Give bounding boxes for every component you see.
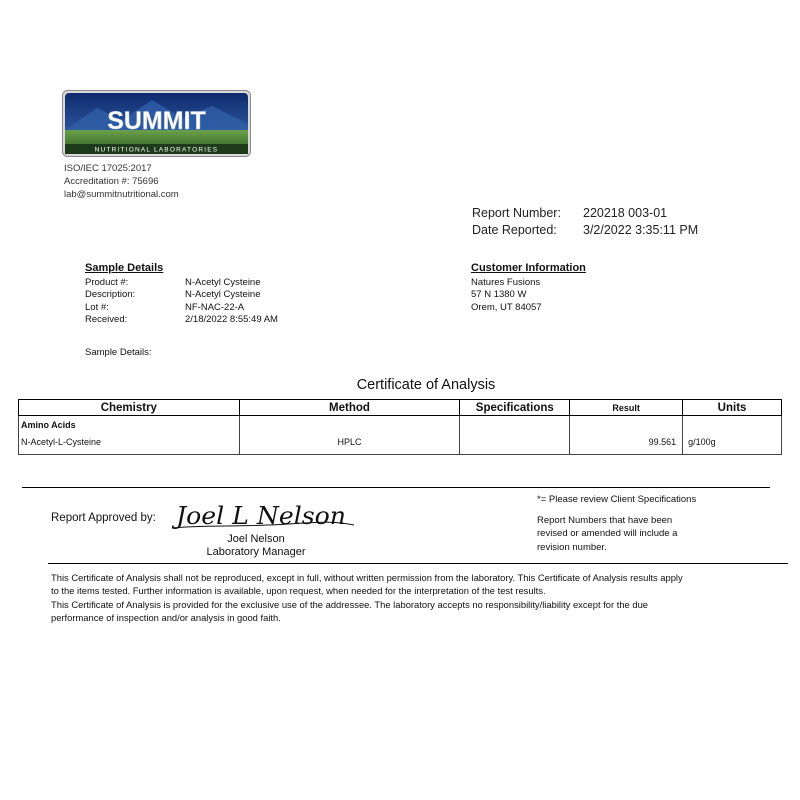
sample-row-label: Lot #: — [85, 301, 109, 313]
sample-row — [85, 314, 278, 327]
cell-method: HPLC — [239, 430, 460, 455]
column-header-result: Result — [570, 400, 683, 416]
table-group-row — [19, 416, 782, 431]
customer-information-section — [471, 262, 586, 314]
iso-standard: ISO/IEC 17025:2017 — [64, 163, 152, 174]
column-header-units: Units — [683, 400, 782, 416]
date-reported-label: Date Reported: — [472, 223, 557, 237]
disclaimer-line: This Certificate of Analysis shall not be reproduced, except in full, without written permission from the laboratory. This Certificate of Analysis results apply — [51, 572, 683, 583]
revision-note-line: Report Numbers that have been — [537, 515, 673, 527]
cell-specifications — [460, 430, 570, 455]
divider — [48, 563, 788, 564]
table-header-row — [19, 400, 782, 416]
cell-result: 99.561 — [570, 430, 683, 455]
report-number-label: Report Number: — [472, 206, 561, 220]
sample-row-value: N-Acetyl Cysteine — [185, 276, 261, 288]
disclaimer-line: performance of inspection and/or analysis in good faith. — [51, 611, 281, 623]
lab-email: lab@summitnutritional.com — [64, 189, 179, 200]
accreditation-number: Accreditation #: 75696 — [64, 176, 159, 187]
customer-address-line1: 57 N 1380 W — [471, 289, 527, 301]
signer-title: Laboratory Manager — [206, 546, 306, 558]
client-spec-note: *= Please review Client Specifications — [537, 494, 697, 505]
revision-note-line: revised or amended will include a — [537, 528, 678, 540]
logo-subtext: NUTRITIONAL LABORATORIES — [94, 146, 219, 154]
date-reported-value: 3/2/2022 3:35:11 PM — [583, 223, 699, 237]
logo-wordmark: SUMMIT — [107, 107, 206, 135]
report-number-value: 220218 003-01 — [583, 206, 668, 220]
report-approved-label: Report Approved by: — [51, 512, 156, 524]
sample-row-value: N-Acetyl Cysteine — [185, 289, 261, 301]
sample-row — [85, 289, 278, 302]
sample-row-value: 2/18/2022 8:55:49 AM — [185, 314, 278, 326]
cell-chemistry: N-Acetyl-L-Cysteine — [19, 430, 240, 455]
sample-details-section — [85, 262, 278, 327]
sample-row-value: NF-NAC-22-A — [185, 301, 245, 313]
report-header — [472, 205, 698, 239]
signer-name: Joel Nelson — [227, 533, 285, 545]
disclaimer — [51, 571, 786, 624]
column-header-chemistry: Chemistry — [19, 400, 240, 416]
cell-units: g/100g — [683, 430, 782, 455]
column-header-method: Method — [239, 400, 460, 416]
column-header-specifications: Specifications — [460, 400, 570, 416]
disclaimer-line: to the items tested. Further information is available, upon request, when needed for the interpretation of the test results. — [51, 585, 546, 597]
sample-details-extra-label: Sample Details: — [85, 347, 152, 358]
approval-notes — [537, 493, 696, 554]
sample-row — [85, 277, 278, 290]
sample-row — [85, 302, 278, 315]
table-row — [19, 430, 782, 455]
sample-row-label: Description: — [85, 289, 136, 301]
disclaimer-line: This Certificate of Analysis is provided for the exclusive use of the addressee. The laboratory accepts no responsibility/liability except for the due — [51, 598, 649, 610]
signature — [168, 492, 358, 536]
divider — [22, 487, 770, 488]
summit-logo — [62, 90, 251, 157]
lab-info — [64, 162, 179, 201]
analysis-table — [18, 399, 782, 455]
signature-script: Joel L Nelson — [170, 502, 346, 530]
group-name: Amino Acids — [19, 416, 240, 431]
customer-name: Natures Fusions — [471, 276, 541, 288]
sample-row-label: Product #: — [85, 276, 129, 288]
sample-details-heading: Sample Details — [85, 262, 164, 274]
customer-address-line2: Orem, UT 84057 — [471, 301, 542, 313]
certificate-title: Certificate of Analysis — [356, 377, 496, 393]
signer-block — [196, 533, 316, 559]
customer-heading: Customer Information — [471, 262, 586, 274]
sample-row-label: Received: — [85, 314, 128, 326]
revision-note-line: revision number. — [537, 541, 607, 553]
